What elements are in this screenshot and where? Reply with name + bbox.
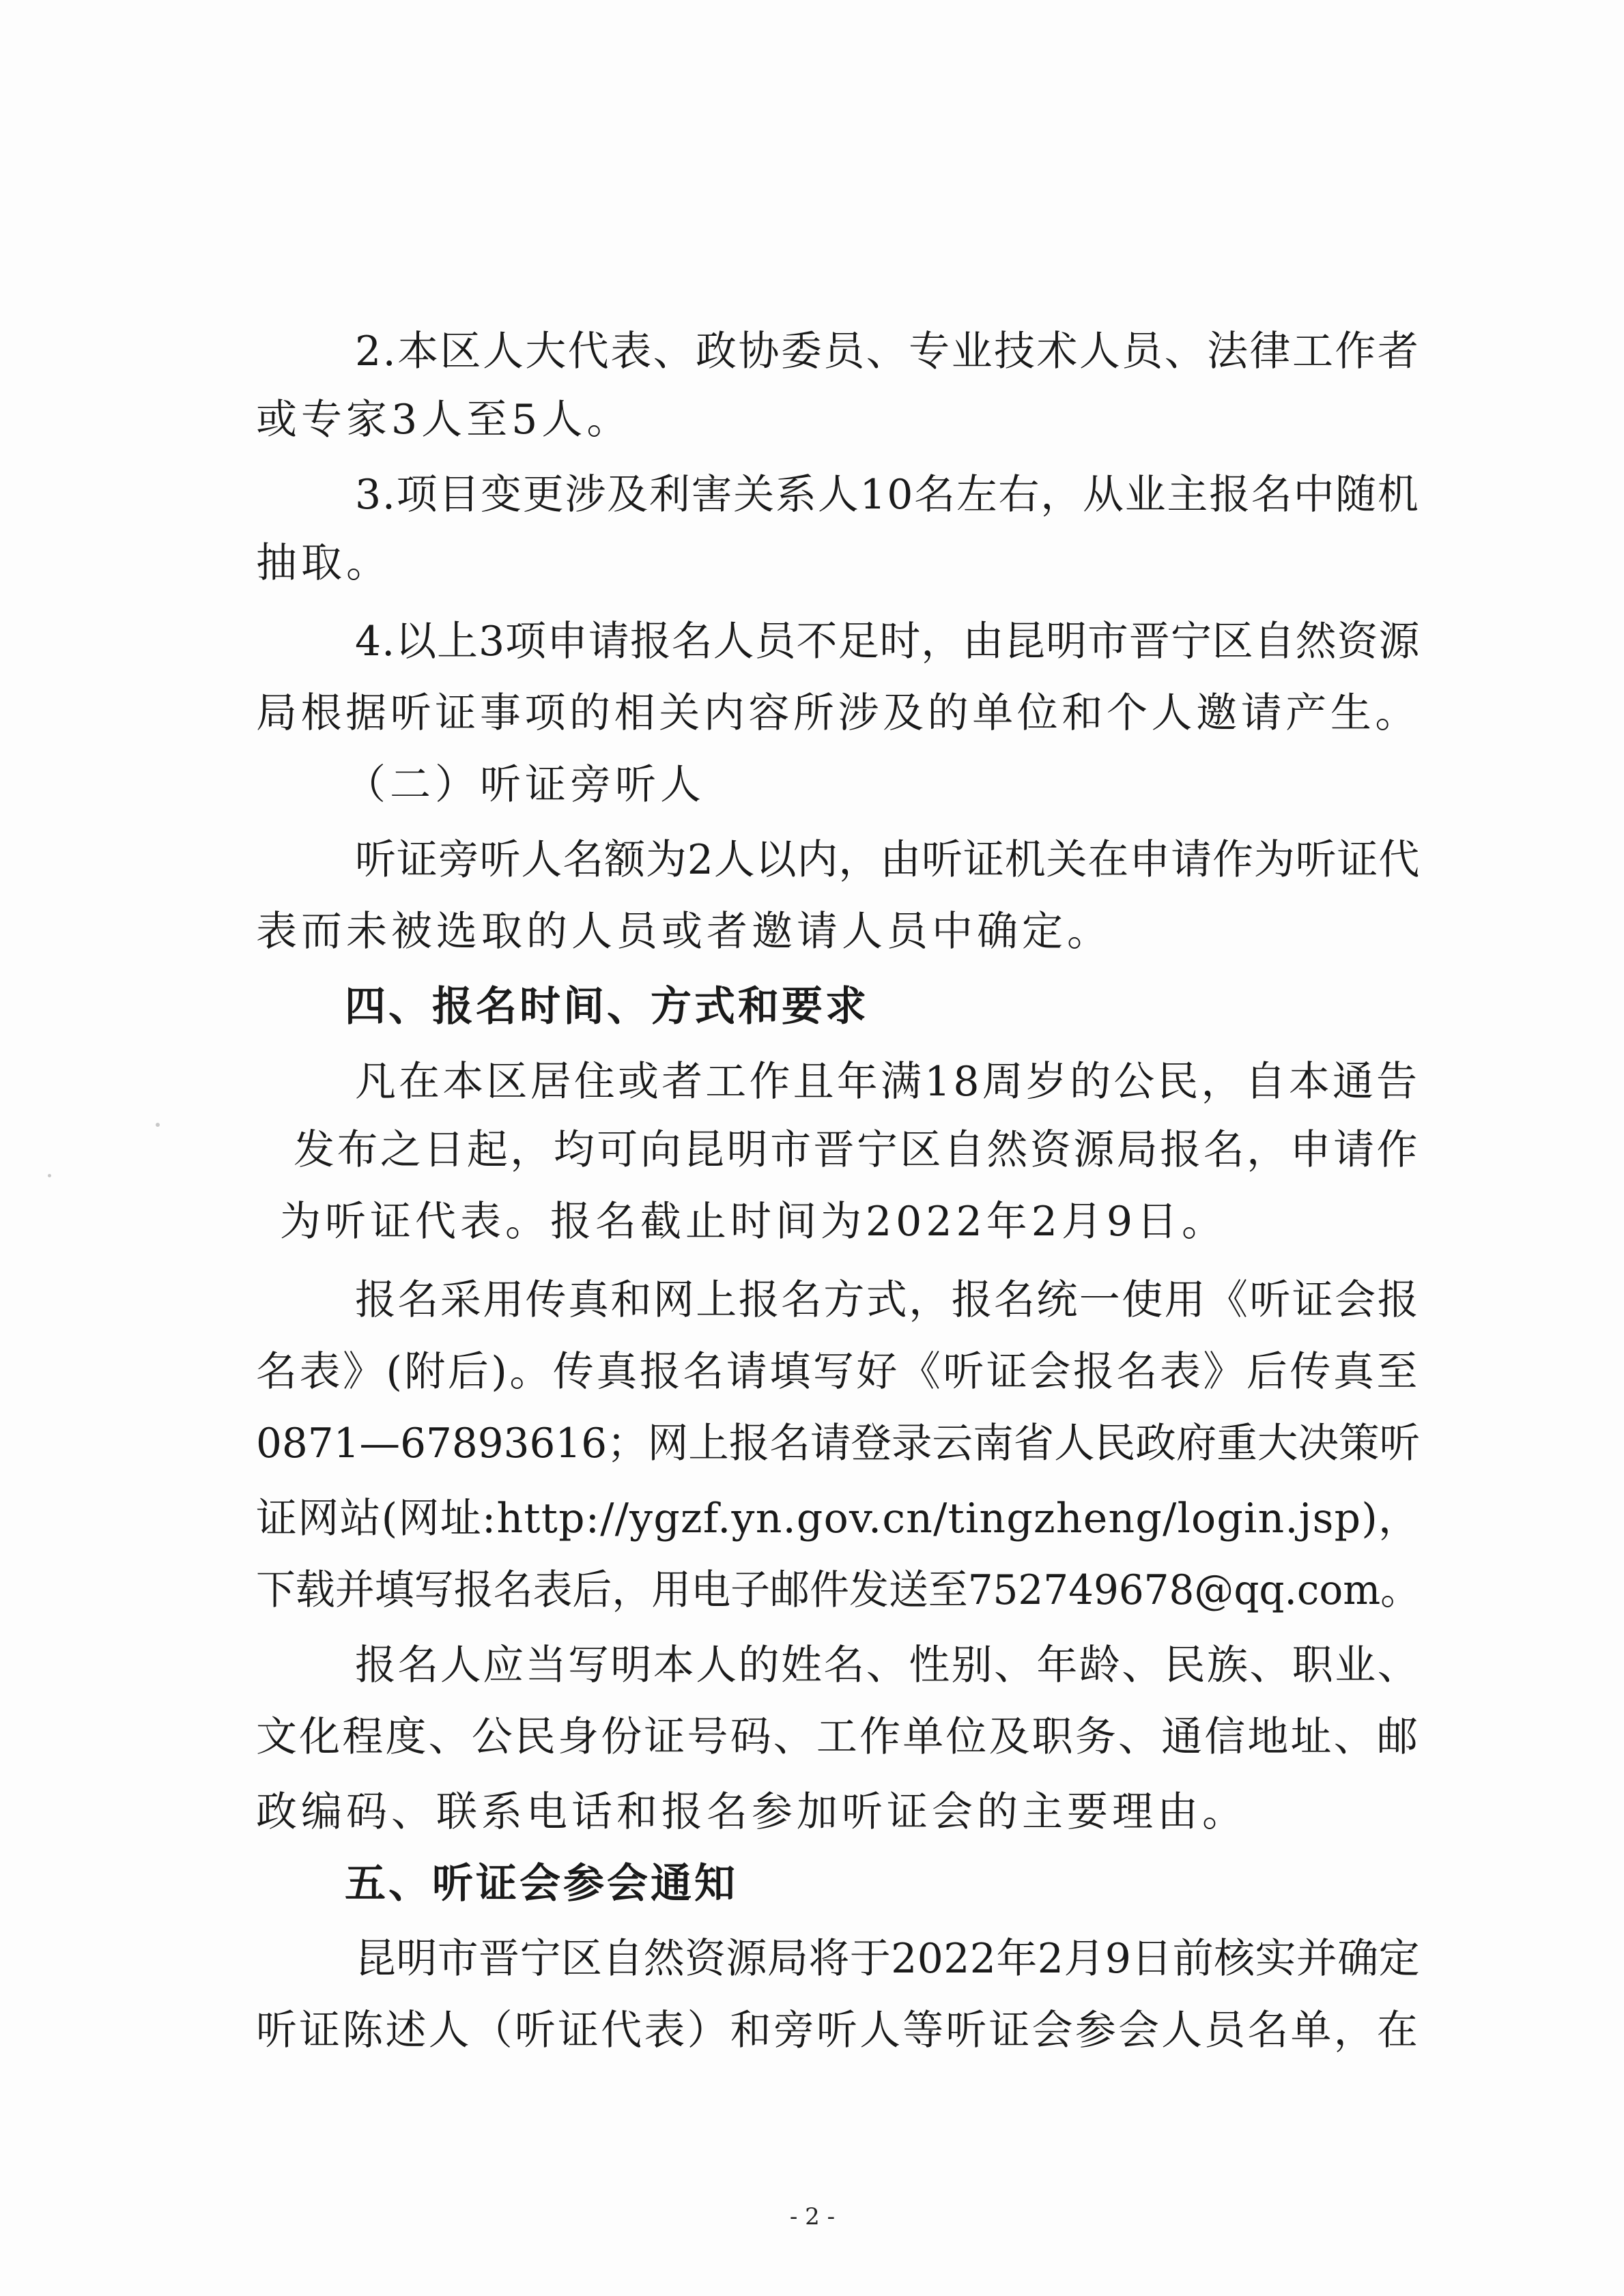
text-line: 抽取。 bbox=[256, 539, 391, 587]
text-line: 昆明市晋宁区自然资源局将于2022年2月9日前核实并确定 bbox=[355, 1935, 1421, 1983]
text-line: 下载并填写报名表后，用电子邮件发送至752749678@qq.com。 bbox=[256, 1566, 1421, 1614]
text-line: 局根据听证事项的相关内容所涉及的单位和个人邀请产生。 bbox=[256, 689, 1420, 737]
text-line: 报名采用传真和网上报名方式，报名统一使用《听证会报 bbox=[355, 1276, 1420, 1324]
text-line: 0871—67893616；网上报名请登录云南省人民政府重大决策听 bbox=[256, 1420, 1421, 1467]
scan-speck bbox=[156, 1123, 160, 1127]
text-line: 4.以上3项申请报名人员不足时，由昆明市晋宁区自然资源 bbox=[355, 618, 1421, 665]
section-heading-4: 四、报名时间、方式和要求 bbox=[345, 983, 869, 1031]
text-line: 政编码、联系电话和报名参加听证会的主要理由。 bbox=[256, 1788, 1247, 1836]
page-number: - 2 - bbox=[789, 2203, 836, 2230]
section-heading-5: 五、听证会参会通知 bbox=[345, 1860, 738, 1908]
text-line: 3.项目变更涉及利害关系人10名左右，从业主报名中随机 bbox=[355, 471, 1420, 519]
text-line: 表而未被选取的人员或者邀请人员中确定。 bbox=[256, 908, 1112, 956]
text-line: 凡在本区居住或者工作且年满18周岁的公民，自本通告 bbox=[355, 1058, 1421, 1106]
text-line: 或专家3人至5人。 bbox=[256, 396, 632, 444]
text-line: 听证旁听人名额为2人以内，由听证机关在申请作为听证代 bbox=[355, 836, 1421, 884]
text-line: 名表》(附后)。传真报名请填写好《听证会报名表》后传真至 bbox=[256, 1348, 1420, 1396]
section-subheading: （二）听证旁听人 bbox=[345, 761, 705, 809]
text-line: 听证陈述人（听证代表）和旁听人等听证会参会人员名单，在 bbox=[256, 2007, 1420, 2054]
text-line: 证网站(网址:http://ygzf.yn.gov.cn/tingzheng/login.jsp)， bbox=[256, 1495, 1421, 1542]
text-line: 2.本区人大代表、政协委员、专业技术人员、法律工作者 bbox=[355, 328, 1421, 375]
scan-speck bbox=[48, 1174, 51, 1177]
text-line: 为听证代表。报名截止时间为2022年2月9日。 bbox=[280, 1198, 1227, 1246]
text-line: 报名人应当写明本人的姓名、性别、年龄、民族、职业、 bbox=[355, 1641, 1420, 1689]
text-line: 发布之日起，均可向昆明市晋宁区自然资源局报名，申请作 bbox=[294, 1126, 1420, 1174]
text-line: 文化程度、公民身份证号码、工作单位及职务、通信地址、邮 bbox=[256, 1713, 1420, 1761]
